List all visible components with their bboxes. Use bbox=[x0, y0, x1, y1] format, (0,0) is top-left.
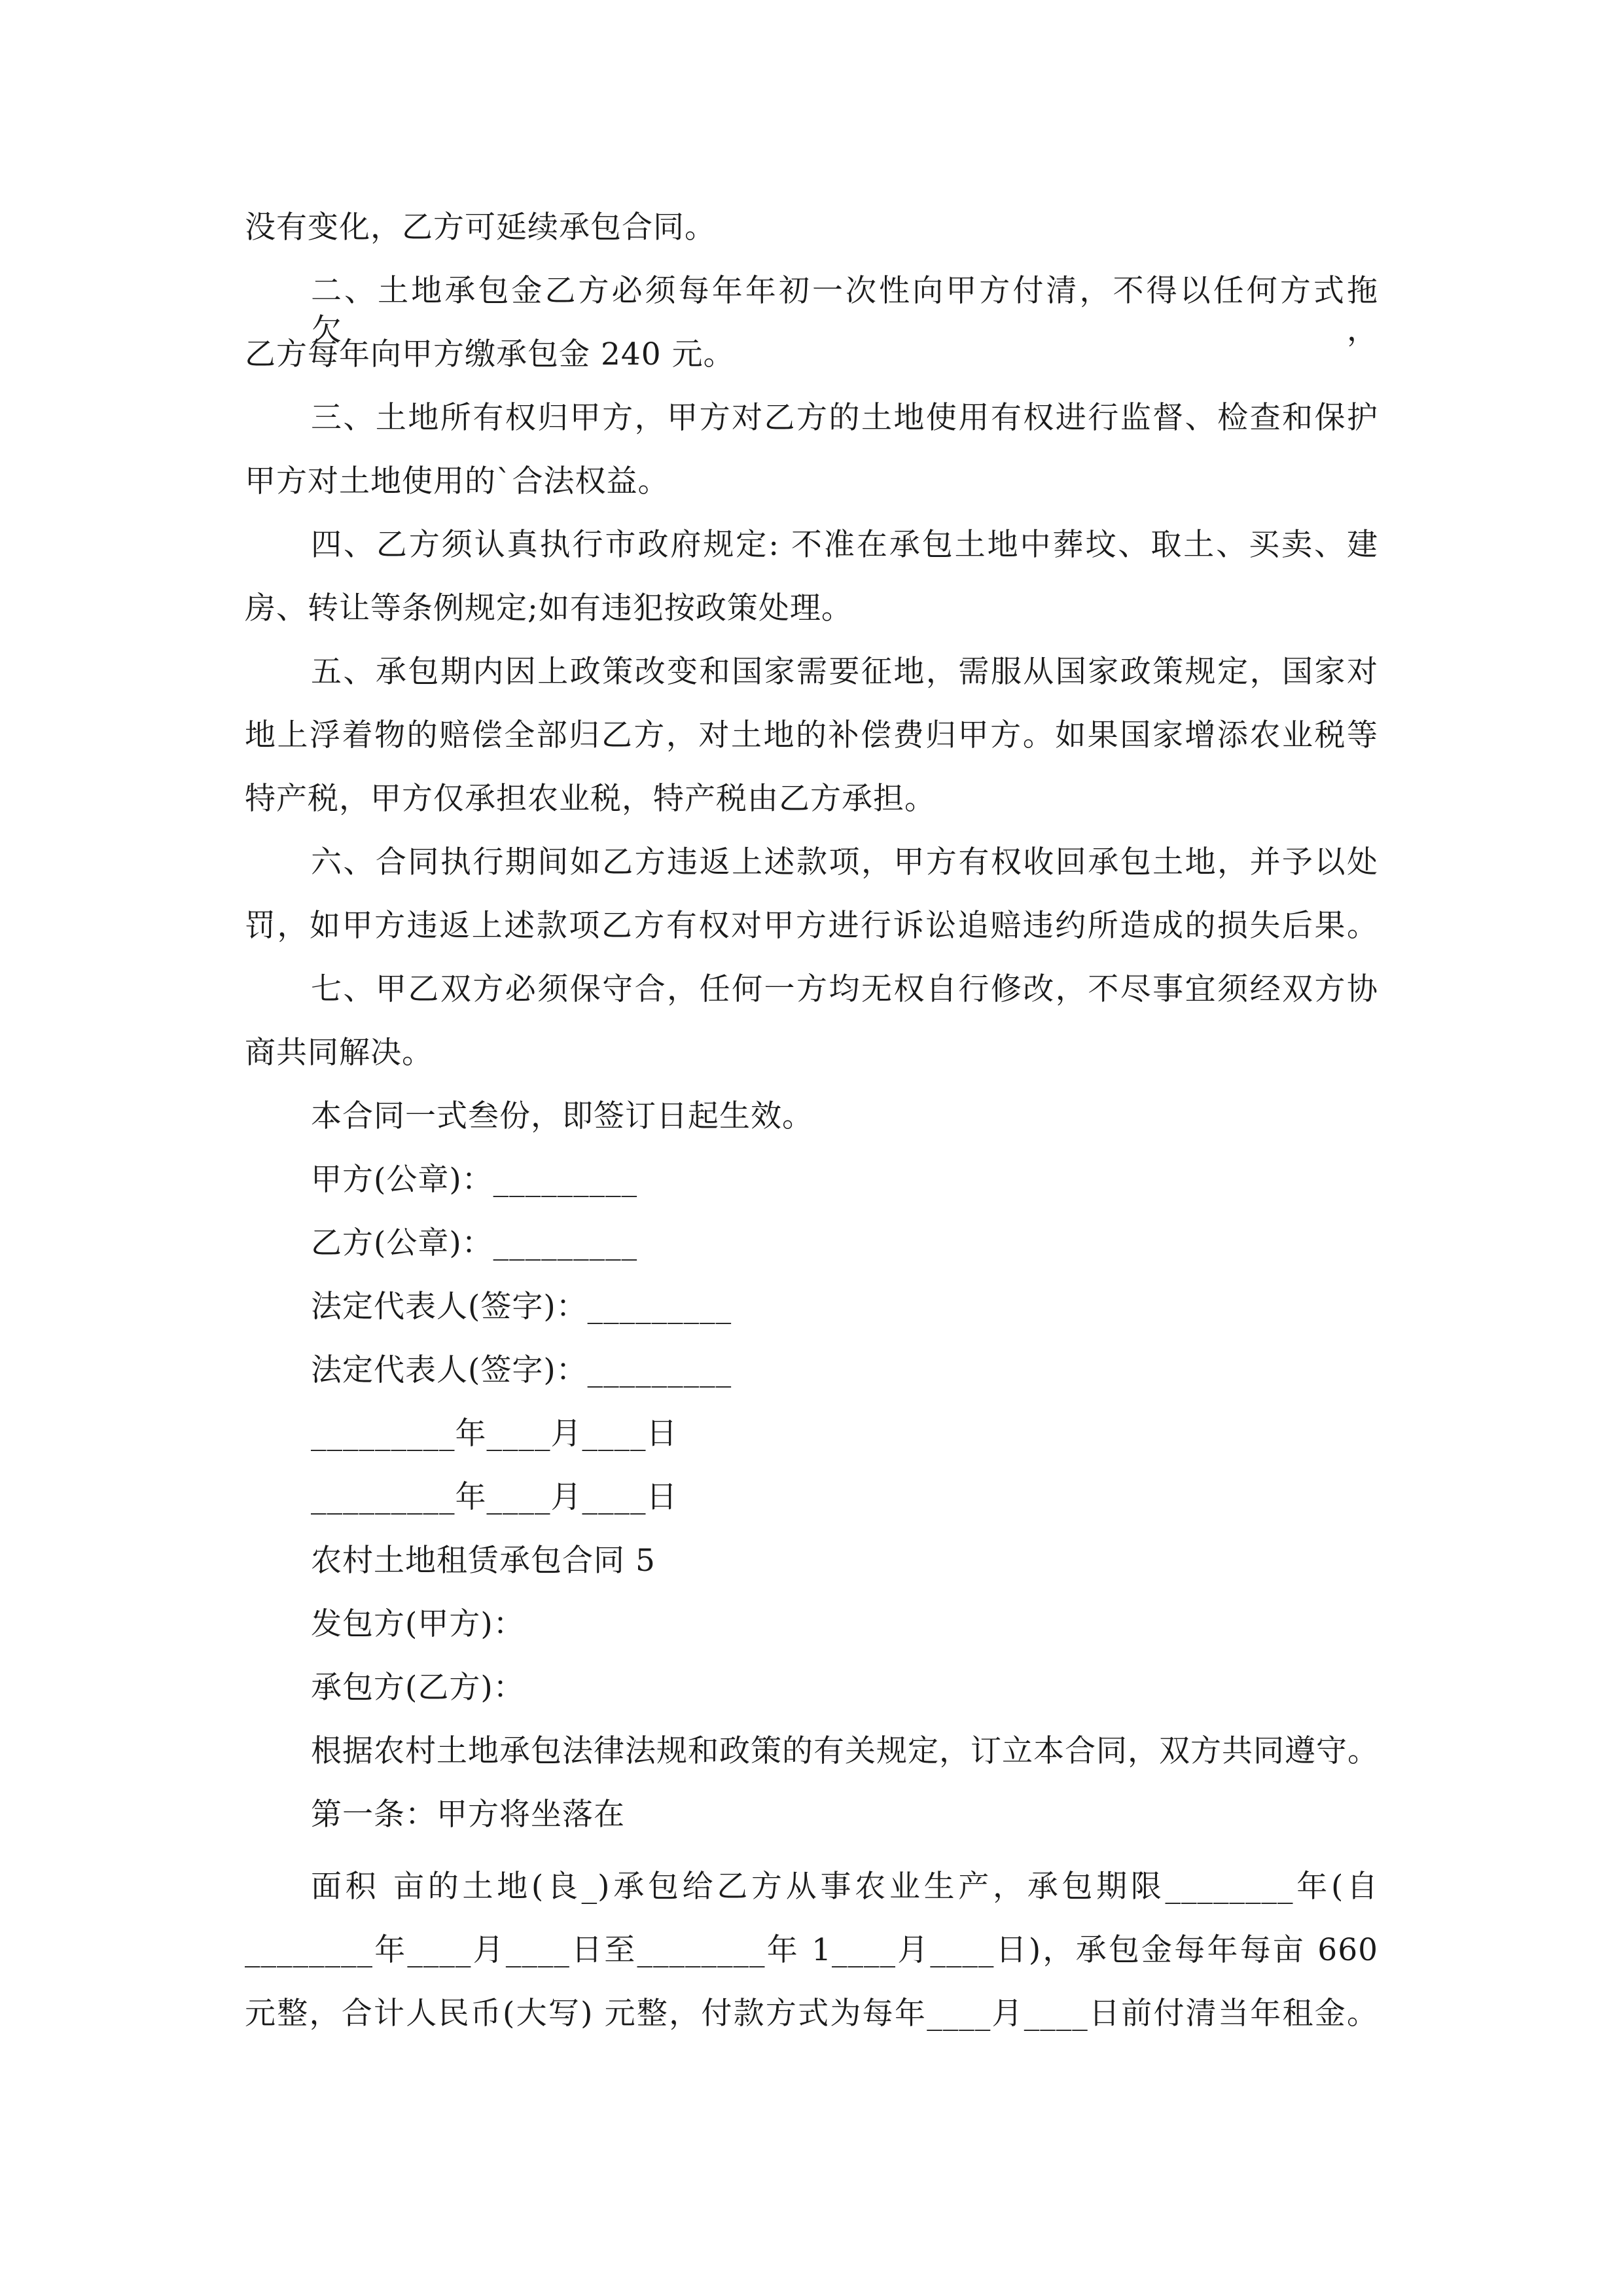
clause-6-line-2: 罚，如甲方违返上述款项乙方有权对甲方进行诉讼追赔违约所造成的损失后果。 bbox=[245, 908, 1378, 944]
clause-7-line-2: 商共同解决。 bbox=[245, 1035, 433, 1071]
article-1-line-1: 面积 亩的土地(良_)承包给乙方从事农业生产，承包期限________年(自 bbox=[311, 1869, 1378, 1905]
sign-date-1: _________年____月____日 bbox=[311, 1416, 678, 1452]
preamble: 根据农村土地承包法律法规和政策的有关规定，订立本合同，双方共同遵守。 bbox=[311, 1733, 1379, 1769]
party-b-seal: 乙方(公章)：_________ bbox=[311, 1225, 638, 1261]
clause-4-line-1: 四、乙方须认真执行市政府规定: 不准在承包土地中葬坟、取土、买卖、建 bbox=[311, 527, 1378, 563]
clause-3-line-2: 甲方对土地使用的`合法权益。 bbox=[245, 463, 669, 499]
legal-rep-signature-2: 法定代表人(签字)：_________ bbox=[311, 1352, 732, 1388]
legal-rep-signature-1: 法定代表人(签字)：_________ bbox=[311, 1289, 732, 1325]
article-1-heading: 第一条：甲方将坐落在 bbox=[311, 1797, 625, 1833]
copies-statement: 本合同一式叁份，即签订日起生效。 bbox=[311, 1098, 813, 1134]
clause-2-line-2: 乙方每年向甲方缴承包金 240 元。 bbox=[245, 336, 735, 372]
party-a-seal: 甲方(公章)：_________ bbox=[311, 1162, 638, 1198]
sign-date-2: _________年____月____日 bbox=[311, 1479, 678, 1515]
article-1-line-2: ________年____月____日至________年 1____月____日)，承包金每年每亩 660 bbox=[245, 1932, 1378, 1968]
paragraph-continuation: 没有变化，乙方可延续承包合同。 bbox=[245, 209, 716, 245]
clause-4-line-2: 房、转让等条例规定;如有违犯按政策处理。 bbox=[245, 590, 853, 626]
article-1-line-3: 元整，合计人民币(大写) 元整，付款方式为每年____月____日前付清当年租金。 bbox=[245, 1996, 1378, 2032]
clause-5-line-1: 五、承包期内因上政策改变和国家需要征地，需服从国家政策规定，国家对 bbox=[311, 654, 1378, 690]
clause-3-line-1: 三、土地所有权归甲方，甲方对乙方的土地使用有权进行监督、检查和保护 bbox=[311, 400, 1378, 436]
contractee-party-b: 承包方(乙方)： bbox=[311, 1670, 525, 1706]
contract-title: 农村土地租赁承包合同 5 bbox=[311, 1543, 656, 1579]
clause-5-line-2: 地上浮着物的赔偿全部归乙方，对土地的补偿费归甲方。如果国家增添农业税等 bbox=[245, 717, 1378, 753]
clause-6-line-1: 六、合同执行期间如乙方违返上述款项，甲方有权收回承包土地，并予以处 bbox=[311, 844, 1378, 880]
contractor-party-a: 发包方(甲方)： bbox=[311, 1606, 525, 1642]
clause-2-line-1: 二、土地承包金乙方必须每年年初一次性向甲方付清，不得以任何方式拖欠， bbox=[311, 273, 1378, 348]
clause-7-line-1: 七、甲乙双方必须保守合，任何一方均无权自行修改，不尽事宜须经双方协 bbox=[311, 971, 1378, 1007]
clause-5-line-3: 特产税，甲方仅承担农业税，特产税由乙方承担。 bbox=[245, 781, 936, 817]
